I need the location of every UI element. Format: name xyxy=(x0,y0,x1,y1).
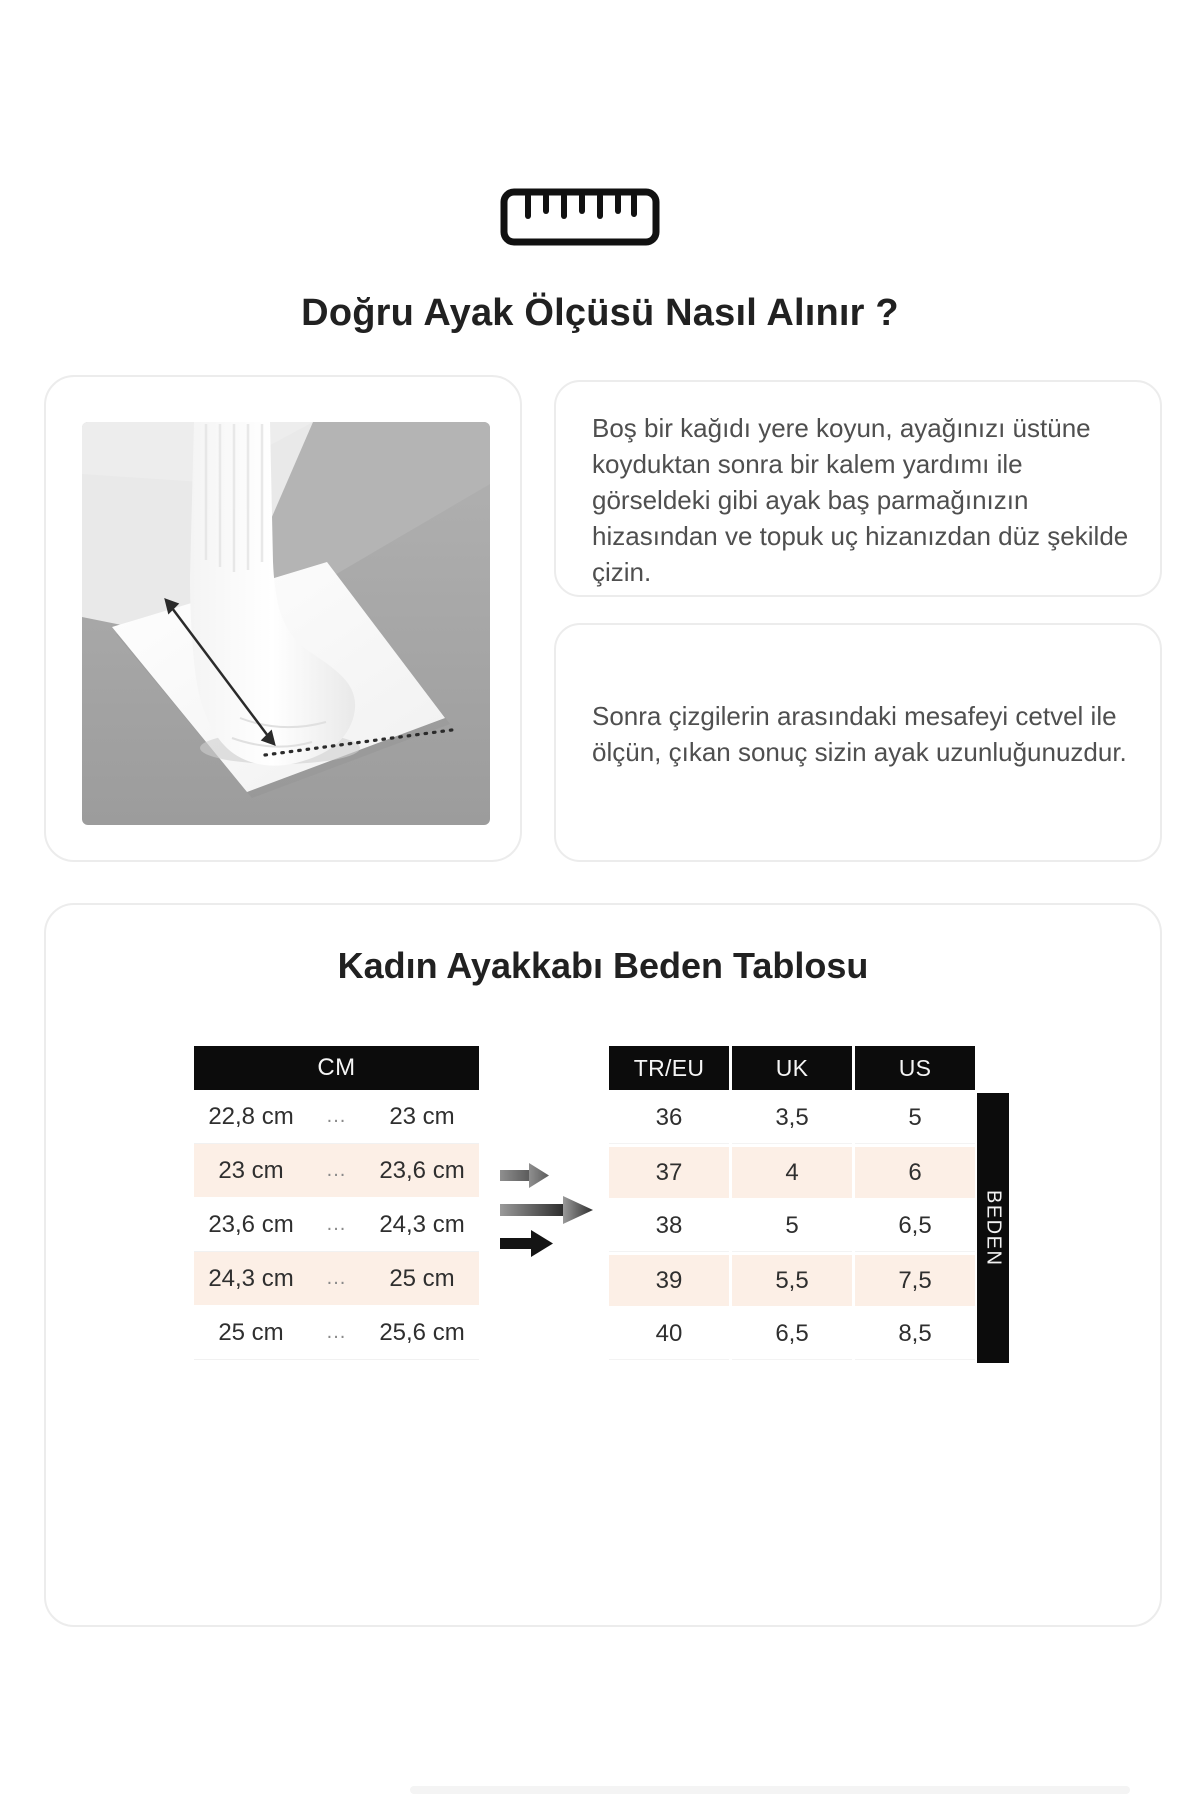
cm-to-value: 23 cm xyxy=(389,1102,455,1130)
cm-from-value: 23,6 cm xyxy=(208,1210,294,1238)
photo-card xyxy=(44,375,522,862)
size-table-header-treu: TR/EU xyxy=(609,1046,729,1090)
foot-measurement-photo xyxy=(82,422,490,825)
transfer-arrows-icon xyxy=(500,1163,595,1258)
beden-side-label xyxy=(977,1093,1009,1363)
cm-table-row xyxy=(194,1252,479,1306)
size-cell: 6,5 xyxy=(732,1309,852,1360)
beden-label-text: BEDEN xyxy=(982,1189,1005,1267)
size-conversion-table xyxy=(609,1046,975,1360)
size-cell: 5 xyxy=(732,1201,852,1252)
size-cell: 40 xyxy=(609,1309,729,1360)
size-cell: 5 xyxy=(855,1093,975,1144)
range-ellipsis: ... xyxy=(326,1321,347,1343)
cm-from-value: 24,3 cm xyxy=(208,1264,294,1292)
cm-table xyxy=(194,1046,479,1360)
instruction-step2-text: Sonra çizgilerin arasındaki mesafeyi cetvel ile ölçün, çıkan sonuç sizin ayak uzunluğunuzdur. xyxy=(592,701,1127,767)
range-ellipsis: ... xyxy=(326,1213,347,1235)
cm-from-value: 23 cm xyxy=(218,1156,284,1184)
cm-from-value: 25 cm xyxy=(218,1318,284,1346)
size-table-header-uk: UK xyxy=(732,1046,852,1090)
cm-table-row xyxy=(194,1306,479,1360)
size-chart-card xyxy=(44,903,1162,1627)
cm-table-header: CM xyxy=(194,1046,479,1090)
cm-table-row xyxy=(194,1198,479,1252)
cm-to-value: 23,6 cm xyxy=(379,1156,465,1184)
cm-table-row xyxy=(194,1090,479,1144)
instruction-step1-text: Boş bir kağıdı yere koyun, ayağınızı üstüne koyduktan sonra bir kalem yardımı ile görseldeki gibi ayak baş parmağınızın hizasından ve topuk uç hizanızdan düz şekilde çizin. xyxy=(592,413,1129,587)
size-cell: 4 xyxy=(732,1147,852,1198)
cm-to-value: 25 cm xyxy=(389,1264,455,1292)
size-cell: 36 xyxy=(609,1093,729,1144)
size-cell: 37 xyxy=(609,1147,729,1198)
size-cell: 6,5 xyxy=(855,1201,975,1252)
size-cell: 39 xyxy=(609,1255,729,1306)
size-cell: 7,5 xyxy=(855,1255,975,1306)
footer-divider xyxy=(410,1786,1130,1794)
instruction-card-step1 xyxy=(554,380,1162,597)
size-cell: 38 xyxy=(609,1201,729,1252)
page-title: Doğru Ayak Ölçüsü Nasıl Alınır ? xyxy=(301,292,899,334)
ruler-icon xyxy=(500,188,660,246)
cm-to-value: 24,3 cm xyxy=(379,1210,465,1238)
cm-from-value: 22,8 cm xyxy=(208,1102,294,1130)
range-ellipsis: ... xyxy=(326,1267,347,1289)
cm-to-value: 25,6 cm xyxy=(379,1318,465,1346)
size-cell: 6 xyxy=(855,1147,975,1198)
size-chart-title: Kadın Ayakkabı Beden Tablosu xyxy=(337,945,869,986)
range-ellipsis: ... xyxy=(326,1105,347,1127)
size-cell: 5,5 xyxy=(732,1255,852,1306)
instruction-card-step2 xyxy=(554,623,1162,862)
range-ellipsis: ... xyxy=(326,1159,347,1181)
size-table-header-us: US xyxy=(855,1046,975,1090)
size-cell: 8,5 xyxy=(855,1309,975,1360)
cm-table-row xyxy=(194,1144,479,1198)
size-cell: 3,5 xyxy=(732,1093,852,1144)
